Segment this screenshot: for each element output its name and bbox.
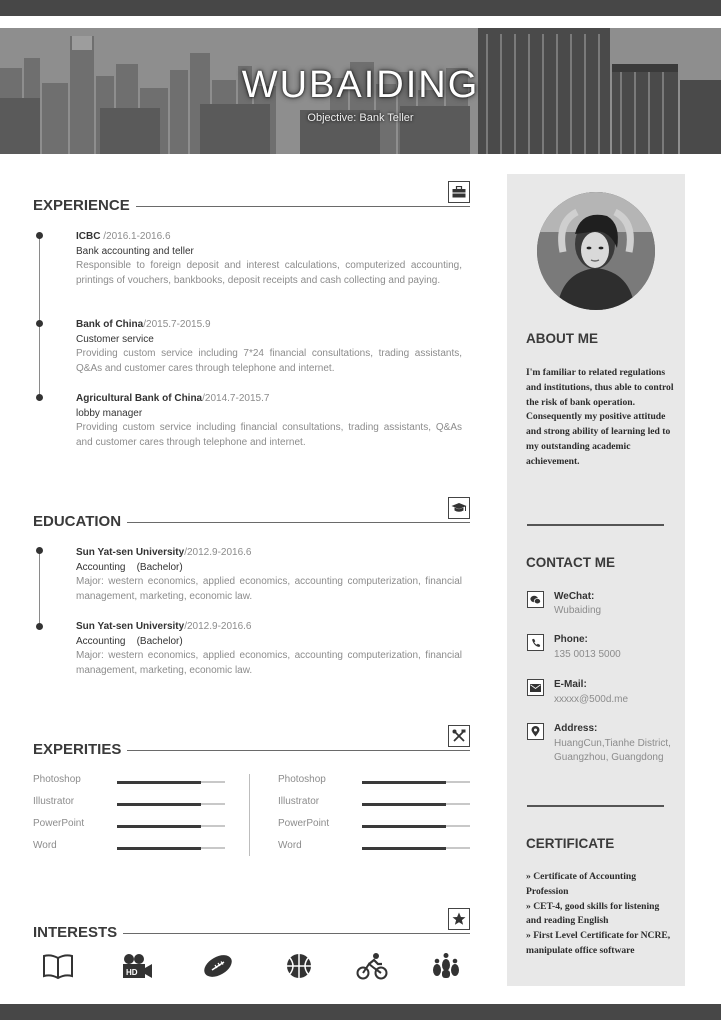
book-icon: [42, 952, 74, 982]
wechat-icon: [527, 591, 544, 608]
skills-column-divider: [249, 774, 250, 856]
education-entry: [76, 546, 462, 604]
entry-role: Accounting (Bachelor): [76, 635, 183, 647]
skill-bar: [117, 803, 225, 805]
objective-text: Objective: Bank Teller: [307, 112, 414, 124]
skill-name: Photoshop: [278, 774, 326, 785]
entry-date: /2012.9-2016.6: [184, 547, 252, 558]
experience-entry-abc: [76, 392, 462, 450]
entry-role: lobby manager: [76, 407, 143, 419]
entry-description: Responsible to foreign deposit and interest calculations, computerized accounting, printings of vouchers, bankbooks, deposit receipts and cash collecting and paying.: [76, 260, 462, 286]
entry-org: Sun Yat-sen University: [76, 621, 185, 632]
contact-title: CONTACT ME: [526, 555, 615, 570]
skill-name: Word: [278, 840, 302, 851]
skill-right-1: [278, 796, 478, 810]
cycling-icon: [356, 952, 388, 982]
location-icon: [527, 723, 544, 740]
basketball-icon: [284, 952, 316, 982]
contact-value-wechat: Wubaiding: [554, 605, 602, 616]
skill-bar-fill: [117, 781, 201, 784]
skill-bar-fill: [117, 825, 201, 828]
education-timeline: [39, 551, 40, 627]
contact-value-phone: 135 0013 5000: [554, 649, 621, 660]
timeline-dot: [36, 232, 43, 239]
experience-entry-boc: [76, 318, 462, 376]
entry-date: /2016.1-2016.6: [103, 231, 171, 242]
entry-description: Major: western economics, applied economics, accounting computerization, financial management, marketing, economic law.: [76, 650, 462, 676]
education-title: EDUCATION: [33, 513, 127, 530]
skill-bar: [362, 803, 470, 805]
skill-bar-fill: [362, 781, 446, 784]
skill-name: PowerPoint: [33, 818, 85, 829]
profile-photo: [537, 192, 655, 310]
skill-bar-fill: [117, 803, 201, 806]
skill-bar-fill: [117, 847, 201, 850]
entry-org: ICBC: [76, 231, 104, 242]
about-title: ABOUT ME: [526, 331, 598, 346]
contact-value-address: HuangCun,Tianhe District, Guangzhou, Guangdong: [554, 738, 671, 764]
header-banner: [0, 28, 721, 154]
contact-label-phone: Phone:: [554, 634, 588, 645]
skill-bar: [117, 825, 225, 827]
skill-name: Photoshop: [33, 774, 81, 785]
experience-entry-icbc: [76, 230, 462, 288]
skill-name: PowerPoint: [278, 818, 330, 829]
timeline-dot: [36, 394, 43, 401]
entry-description: Major: western economics, applied economics, accounting computerization, financial management, marketing, economic law.: [76, 576, 462, 602]
svg-text:HD: HD: [126, 968, 138, 977]
briefcase-icon: [448, 181, 470, 203]
experience-title: EXPERIENCE: [33, 197, 136, 214]
interests-title: INTERESTS: [33, 924, 123, 941]
entry-org: Sun Yat-sen University: [76, 547, 185, 558]
skill-left-0: [33, 774, 233, 788]
certificate-item: » CET-4, good skills for listening and reading English: [526, 900, 660, 927]
entry-date: /2012.9-2016.6: [184, 621, 252, 632]
football-icon: [202, 952, 234, 982]
top-bar: [0, 0, 721, 16]
skill-name: Illustrator: [278, 796, 320, 807]
graduation-cap-icon: [448, 497, 470, 519]
entry-role: Bank accounting and teller: [76, 245, 194, 257]
skill-bar: [117, 847, 225, 849]
candidate-name: WUBAIDING: [241, 64, 480, 106]
skill-bar: [362, 781, 470, 783]
entry-role: Customer service: [76, 333, 154, 345]
timeline-dot: [36, 547, 43, 554]
phone-icon: [527, 634, 544, 651]
sidebar-rule: [527, 524, 664, 526]
skill-bar-fill: [362, 803, 446, 806]
certificate-list: [526, 870, 674, 959]
entry-date: /2015.7-2015.9: [143, 319, 211, 330]
skill-right-0: [278, 774, 478, 788]
skill-name: Illustrator: [33, 796, 75, 807]
education-entry: [76, 620, 462, 678]
timeline-dot: [36, 623, 43, 630]
contact-label-wechat: WeChat:: [554, 591, 595, 602]
skill-left-1: [33, 796, 233, 810]
entry-role: Accounting (Bachelor): [76, 561, 183, 573]
email-icon: [527, 679, 544, 696]
experities-title: EXPERITIES: [33, 741, 127, 758]
entry-description: Providing custom service including financial consultations, trading assistants, Q&As and customer cares through telephone and internet.: [76, 422, 462, 448]
bottom-bar: [0, 1004, 721, 1020]
contact-value-email: xxxxx@500d.me: [554, 694, 629, 705]
entry-org: Bank of China: [76, 319, 144, 330]
skill-right-3: [278, 840, 478, 854]
entry-date: /2014.7-2015.7: [202, 393, 270, 404]
skill-left-3: [33, 840, 233, 854]
sidebar-rule: [527, 805, 664, 807]
experience-timeline: [39, 236, 40, 400]
skill-left-2: [33, 818, 233, 832]
timeline-dot: [36, 320, 43, 327]
skill-bar-fill: [362, 825, 446, 828]
about-text: I'm familiar to related regulations and institutions, thus able to control the risk of bank operation. Consequently my positive attitude and strong ability of learning led to my outstanding academic achievement.: [526, 367, 674, 467]
star-icon: [448, 908, 470, 930]
bowling-icon: [430, 952, 462, 982]
certificate-title: CERTIFICATE: [526, 836, 615, 851]
skill-right-2: [278, 818, 478, 832]
skill-bar: [362, 847, 470, 849]
video-camera-icon: [121, 952, 153, 982]
entry-org: Agricultural Bank of China: [76, 393, 203, 404]
entry-description: Providing custom service including 7*24 financial consultations, trading assistants, Q&As and customer cares through telephone and internet.: [76, 348, 462, 374]
skill-bar: [362, 825, 470, 827]
contact-label-address: Address:: [554, 723, 598, 734]
tools-icon: [448, 725, 470, 747]
skill-bar-fill: [362, 847, 446, 850]
skill-bar: [117, 781, 225, 783]
skill-name: Word: [33, 840, 57, 851]
certificate-item: » Certificate of Accounting Profession: [526, 871, 637, 897]
contact-label-email: E-Mail:: [554, 679, 587, 690]
certificate-item: » First Level Certificate for NCRE, manipulate office software: [526, 930, 671, 956]
